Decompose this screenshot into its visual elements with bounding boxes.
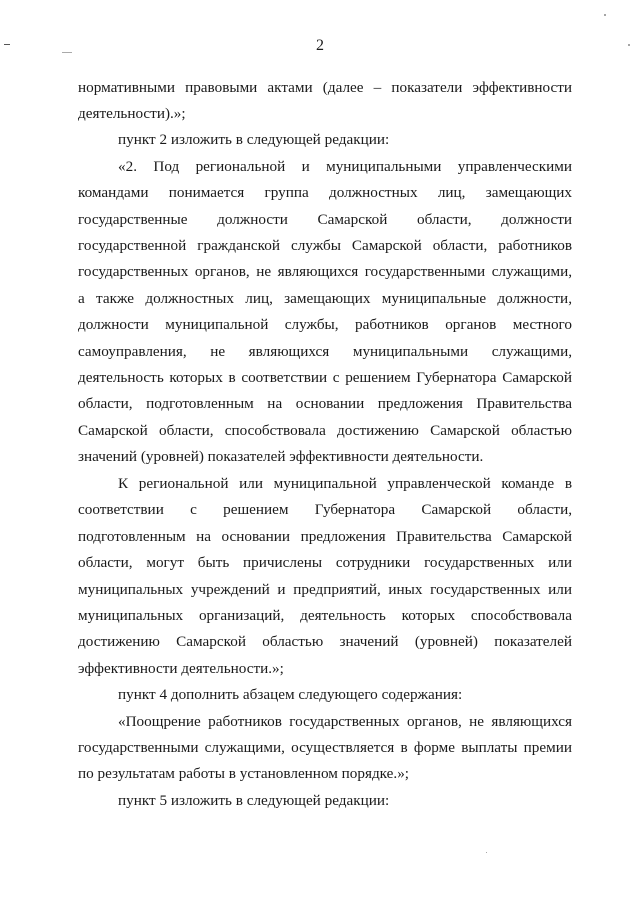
text-line: Самарской области, способствовала достижению Самарской областью <box>78 422 572 439</box>
text-line: нормативными правовыми актами (далее – показатели эффективности <box>78 79 572 96</box>
text-line: должности муниципальной службы, работников органов местного <box>78 316 572 333</box>
text-line: государственной гражданской службы Самарской области, работников <box>78 237 572 254</box>
text-line: муниципальных учреждений и предприятий, иных государственных или <box>78 581 572 598</box>
text-line: государственными служащими, осуществляется в форме выплаты премии <box>78 739 572 756</box>
text-line: «2. Под региональной и муниципальными управленческими <box>118 158 572 175</box>
text-line: государственные должности Самарской области, должности <box>78 211 572 228</box>
text-line: пункт 2 изложить в следующей редакции: <box>118 131 390 148</box>
text-line: пункт 5 изложить в следующей редакции: <box>118 792 390 809</box>
text-line: деятельность которых в соответствии с решением Губернатора Самарской <box>78 369 572 386</box>
text-line: самоуправления, не являющихся муниципальными служащими, <box>78 343 572 360</box>
text-line: государственных органов, не являющихся государственными служащими, <box>78 263 572 280</box>
text-line: области, подготовленным на основании предложения Правительства <box>78 395 572 412</box>
text-line: а также должностных лиц, замещающих муниципальные должности, <box>78 290 572 307</box>
text-line: муниципальных организаций, деятельность которых способствовала <box>78 607 572 624</box>
text-line: значений (уровней) показателей эффективности деятельности. <box>78 448 484 465</box>
scan-speck <box>604 14 606 16</box>
text-line: подготовленным на основании предложения Правительства Самарской <box>78 528 572 545</box>
scan-speck <box>486 852 487 853</box>
text-line: деятельности).»; <box>78 105 186 122</box>
text-line: достижению Самарской областью значений (уровней) показателей <box>78 633 572 650</box>
text-line: соответствии с решением Губернатора Самарской области, <box>78 501 572 518</box>
text-line: командами понимается группа должностных лиц, замещающих <box>78 184 572 201</box>
page-number: 2 <box>316 37 324 54</box>
text-line: «Поощрение работников государственных органов, не являющихся <box>118 713 572 730</box>
text-line: К региональной или муниципальной управленческой команде в <box>118 475 572 492</box>
text-line: пункт 4 дополнить абзацем следующего содержания: <box>118 686 463 703</box>
text-line: области, могут быть причислены сотрудники государственных или <box>78 554 572 571</box>
text-line: эффективности деятельности.»; <box>78 660 284 677</box>
text-line: по результатам работы в установленном порядке.»; <box>78 765 410 782</box>
